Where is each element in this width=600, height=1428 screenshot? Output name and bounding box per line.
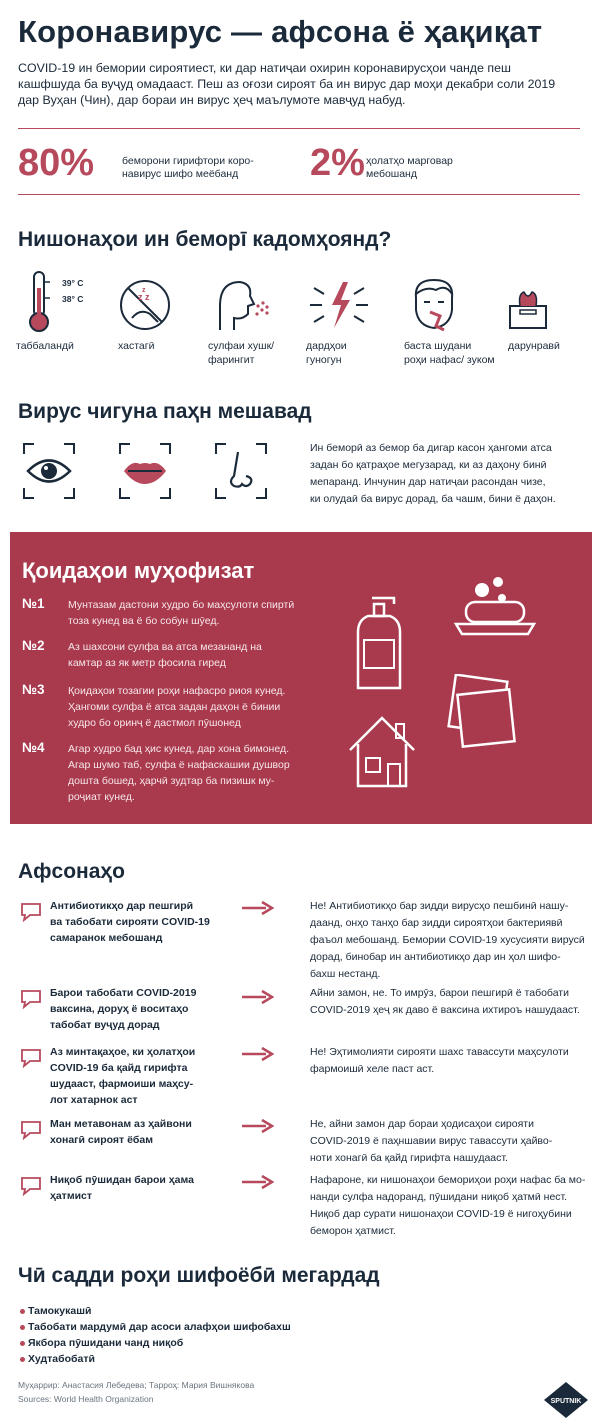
soap-bottle-icon: [350, 596, 410, 692]
list-item: Худтабобатӣ: [28, 1353, 95, 1365]
rule-number: №2: [22, 638, 45, 653]
symptom-label: хастагӣ: [118, 340, 155, 352]
myth-text: Ниқоб пӯшидан барои ҳама ҳатмист: [50, 1174, 194, 1202]
arrow-right-icon: [242, 1046, 274, 1062]
stat-recover-value: 80%: [18, 142, 95, 184]
arrow-right-icon: [242, 1174, 274, 1190]
myth-text: Аз минтақаҳое, ки ҳолатҳои COVID-19 ба қайд гирифта шудааст, фармоиши маҳсу- лот хатарнок аст: [50, 1046, 196, 1106]
sources: Sources: World Health Organization: [18, 1394, 154, 1404]
arrow-right-icon: [242, 900, 274, 916]
tired-icon: [118, 278, 172, 332]
soap-bar-icon: [452, 572, 538, 642]
speech-bubble-icon: [20, 1048, 42, 1068]
page-title: Коронавирус — афсона ё ҳақиқат: [18, 14, 543, 49]
rule-text: Агар худро бад ҳис кунед, дар хона бимонед. Агар шумо таб, сулфа ё нафаскашии душвор дошта бошед, ҳарчӣ зудтар ба пизишк му- роҷиат кунед.: [68, 743, 290, 803]
speech-bubble-icon: [20, 902, 42, 922]
rule-text: Аз шахсони сулфа ва атса мезананд на камтар аз як метр фосила гиред: [68, 641, 262, 669]
intro-text: COVID-19 ин бемории сироятиест, ки дар натиҷаи охирин коронавирусҳои чанде пеш кашфшуда ба вуҷуд омадааст. Пеш аз оғози сироят ба ин вирус дар моҳи декабри соли 2019 дар Вуҳан (Чин), дар бораи ин вирус ҳеҷ маълумоте мавҷуд набуд.: [18, 61, 556, 107]
list-item: Тамокукашӣ: [28, 1305, 91, 1317]
list-item: Якбора пӯшидани чанд ниқоб: [28, 1337, 183, 1349]
brand-text: SPUTNIK: [550, 1398, 582, 1405]
rule-number: №3: [22, 682, 45, 697]
not-helping-heading: Чӣ садди роҳи шифоёбӣ мегардад: [18, 1264, 380, 1287]
stat-fatal-label: ҳолатҳо марговар мебошанд: [366, 155, 453, 180]
house-icon: [346, 712, 418, 788]
myth-text: Ман метавонам аз ҳайвони хонагӣ сироят ёбам: [50, 1118, 192, 1146]
rule-text: Қоидаҳои тозагии роҳи нафасро риоя кунед. Ҳангоми сулфа ё атса задан даҳон ё бинии худро бо оринҷ ё дастмол пӯшонед: [68, 685, 286, 729]
fact-text: Не! Эҳтимолияти сирояти шахс тавассути маҳсулоти фармоишӣ хеле паст аст.: [310, 1046, 569, 1075]
rules-heading: Қоидаҳои муҳофизат: [22, 558, 255, 583]
svg-text:z: z: [142, 287, 146, 294]
stat-recover-label: беморони гирифтори коро- навирус шифо меёбанд: [122, 155, 254, 180]
symptom-label: баста шудани роҳи нафас/ зуком: [404, 340, 495, 366]
rule-number: №4: [22, 740, 45, 755]
symptom-label: таббаландӣ: [16, 340, 74, 352]
napkin-icon: [442, 674, 522, 754]
divider: [18, 194, 580, 195]
myth-text: Антибиотикҳо дар пешгирӣ ва табобати сирояти COVID-19 самаранок мебошанд: [50, 900, 210, 944]
fact-text: Нафароне, ки нишонаҳои бемориҳои роҳи нафас ба мо- нанди сулфа надоранд, пӯшидани ниқоб ҳатмӣ нест. Ниқоб дар сурати нишонаҳои COVID-19 ё нигоҳубини беморон ҳатмист.: [310, 1174, 586, 1237]
fact-text: Айни замон, не. То имрӯз, барои пешгирӣ ё табобати COVID-2019 ҳеҷ як даво ё ваксина ихтироъ нашудааст.: [310, 987, 580, 1016]
nose-icon: [214, 442, 268, 500]
list-item: Табобати мардумӣ дар асоси алафҳои шифобахш: [28, 1321, 291, 1333]
stat-fatal-value: 2%: [310, 142, 365, 184]
mouth-icon: [118, 442, 172, 500]
symptom-label: дардҳои гуногун: [306, 340, 347, 366]
speech-bubble-icon: [20, 989, 42, 1009]
temp-low: 38° C: [62, 294, 84, 304]
arrow-right-icon: [242, 989, 274, 1005]
symptoms-heading: Нишонаҳои ин беморī кадомҳоянд?: [18, 228, 392, 251]
pain-icon: [306, 278, 372, 332]
breathing-icon: [406, 276, 462, 334]
myth-text: Барои табобати COVID-2019 ваксина, доруҳ ё воситаҳо табобат вуҷуд дорад: [50, 987, 197, 1031]
myths-heading: Афсонаҳо: [18, 860, 125, 883]
rule-number: №1: [22, 596, 45, 611]
divider: [18, 128, 580, 129]
speech-bubble-icon: [20, 1176, 42, 1196]
symptom-label: сулфаи хушк/ фарингит: [208, 340, 275, 366]
speech-bubble-icon: [20, 1120, 42, 1140]
sputnik-logo: [540, 1380, 592, 1420]
credits: Муҳаррир: Анастасия Лебедева; Тарроҳ: Мария Вишнякова: [18, 1380, 255, 1390]
arrow-right-icon: [242, 1118, 274, 1134]
fact-text: Не! Антибиотикҳо бар зидди вирусҳо пешбинӣ нашу- даанд, онҳо танҳо бар зидди сироятҳои бактериявӣ фаъол мебошанд. Бемории COVID-19 хусусияти вирусӣ дорад, бинобар ин антибиотикҳо дар ин ҳол шифо- бахш нестанд.: [310, 900, 585, 980]
cough-icon: [212, 276, 272, 332]
svg-text:z z: z z: [138, 292, 150, 302]
eye-icon: [22, 442, 76, 500]
spread-heading: Вирус чигуна паҳн мешавад: [18, 400, 312, 423]
symptom-label: дарунравӣ: [508, 340, 560, 352]
rule-text: Мунтазам дастони худро бо маҳсулоти спиртӣ тоза кунед ва ё бо собун шӯед.: [68, 599, 295, 627]
fact-text: Не, айни замон дар бораи ҳодисаҳои сирояти COVID-2019 ё паҳншавии вирус тавассути ҳайво- ноти хонагӣ ба қайд гирифта нашудааст.: [310, 1118, 553, 1164]
spread-text: Ин беморӣ аз бемор ба дигар касон ҳангоми атса задан бо қатраҳое мегузарад, ки аз даҳону бинӣ мепаранд. Инчунин дар натиҷаи расондан чизе, ки олудаӣ ба вирус дорад, ба чашм, бини ё даҳон.: [310, 442, 556, 505]
tissue-icon: [506, 288, 550, 332]
temp-high: 39° C: [62, 278, 84, 288]
